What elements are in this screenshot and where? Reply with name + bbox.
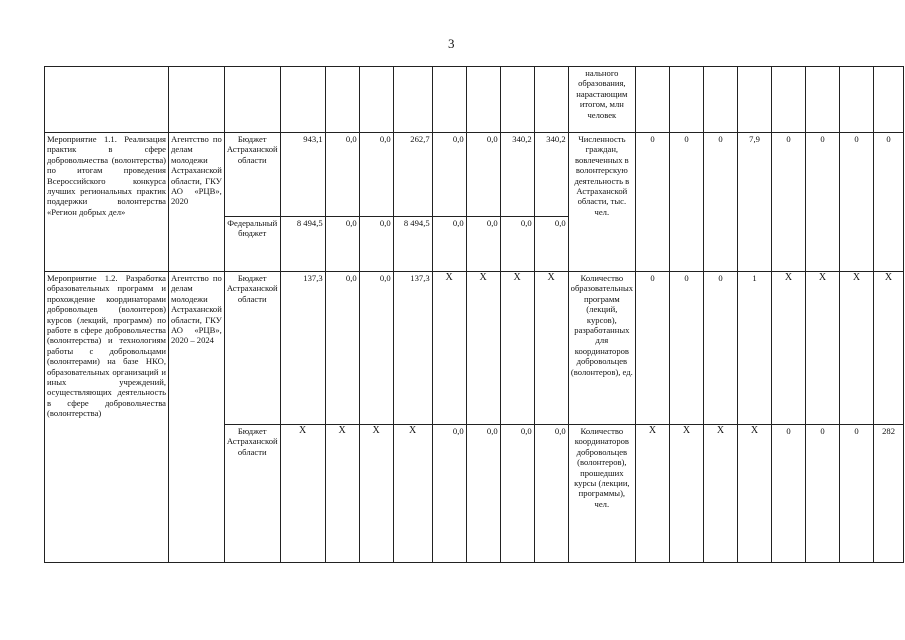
- indicator-value: Х: [874, 272, 904, 425]
- indicator-value: 0: [806, 133, 840, 272]
- value-cell: Х: [393, 425, 432, 563]
- indicator-value: 0: [806, 425, 840, 563]
- value-cell: 0,0: [359, 272, 393, 425]
- value-cell: Х: [500, 272, 534, 425]
- indicator-value: 0: [840, 425, 874, 563]
- indicator-value: 0: [772, 133, 806, 272]
- funding-source: Федеральный бюджет: [224, 217, 280, 272]
- value-cell: Х: [466, 272, 500, 425]
- indicator-value: 0: [704, 272, 738, 425]
- value-cell: 0,0: [534, 425, 568, 563]
- indicator-value: 7,9: [738, 133, 772, 272]
- indicator-value: Х: [670, 425, 704, 563]
- executor-1-2: Агентство по делам молодежи Астраханской области, ГКУ АО «РЦВ», 2020 – 2024: [169, 272, 225, 563]
- value-cell: Х: [325, 425, 359, 563]
- indicator-value: Х: [806, 272, 840, 425]
- activity-1-1: Мероприятие 1.1. Реализация практик в сфере добровольчества (волонтерства) по итогам проведения Всероссийского конкурса лучших региональных практик поддержки волонтерства «Регион добрых дел»: [45, 133, 169, 272]
- value-cell: 0,0: [325, 217, 359, 272]
- value-cell: 0,0: [500, 217, 534, 272]
- value-cell: 0,0: [359, 133, 393, 217]
- table-row: [45, 272, 904, 425]
- value-cell: 0,0: [432, 217, 466, 272]
- funding-source: Бюджет Астраханской области: [224, 272, 280, 425]
- value-cell: 137,3: [280, 272, 325, 425]
- indicator-value: Х: [704, 425, 738, 563]
- indicator-value: Х: [738, 425, 772, 563]
- indicator-value: 0: [636, 133, 670, 272]
- indicator-value: 0: [874, 133, 904, 272]
- activity-1-2: Мероприятие 1.2. Разработка образовательных программ и прохождение координаторами добровольцев (волонтеров) курсов (лекций, программ) по работе в сфере добровольчества (волонтерства) и технологиям работы с добровольцами (волонтерами) на базе НКО, образовательных организаций и иных учреждений, осуществляющих деятельность в сфере добровольчества (волонтерства): [45, 272, 169, 563]
- indicator-value: Х: [772, 272, 806, 425]
- value-cell: 0,0: [359, 217, 393, 272]
- value-cell: 262,7: [393, 133, 432, 217]
- value-cell: 0,0: [500, 425, 534, 563]
- value-cell: 0,0: [466, 425, 500, 563]
- value-cell: 0,0: [325, 272, 359, 425]
- indicator-value: 0: [840, 133, 874, 272]
- value-cell: 0,0: [534, 217, 568, 272]
- indicator-value: 282: [874, 425, 904, 563]
- indicator-value: Х: [636, 425, 670, 563]
- value-cell: Х: [534, 272, 568, 425]
- value-cell: 8 494,5: [280, 217, 325, 272]
- value-cell: Х: [432, 272, 466, 425]
- value-cell: 0,0: [325, 133, 359, 217]
- value-cell: 0,0: [466, 133, 500, 217]
- table-row: [45, 133, 904, 217]
- page-number: 3: [448, 36, 455, 51]
- funding-source: Бюджет Астраханской области: [224, 133, 280, 217]
- value-cell: 340,2: [534, 133, 568, 217]
- value-cell: 0,0: [432, 133, 466, 217]
- indicator-value: 0: [636, 272, 670, 425]
- indicator-value: 1: [738, 272, 772, 425]
- indicator-value: 0: [670, 272, 704, 425]
- indicator-value: Х: [840, 272, 874, 425]
- value-cell: 137,3: [393, 272, 432, 425]
- indicator-1-2-b: Количество координаторов добровольцев (волонтеров), прошедших курсы (лекции, программы), чел.: [568, 425, 635, 563]
- value-cell: 8 494,5: [393, 217, 432, 272]
- value-cell: 0,0: [432, 425, 466, 563]
- continuation-indicator: нального образования, нарастающим итогом, млн человек: [568, 67, 635, 133]
- value-cell: Х: [280, 425, 325, 563]
- value-cell: 943,1: [280, 133, 325, 217]
- indicator-1-1: Численность граждан, вовлеченных в волонтерскую деятельность в Астраханской области, тыс. чел.: [568, 133, 635, 272]
- value-cell: Х: [359, 425, 393, 563]
- indicator-1-2-a: Количество образовательных программ (лекций, курсов), разработанных для координаторов добровольцев (волонтеров), ед.: [568, 272, 635, 425]
- indicator-value: 0: [670, 133, 704, 272]
- funding-source: Бюджет Астраханской области: [224, 425, 280, 563]
- continuation-row: [45, 67, 904, 133]
- value-cell: 0,0: [466, 217, 500, 272]
- executor-1-1: Агентство по делам молодежи Астраханской области, ГКУ АО «РЦВ», 2020: [169, 133, 225, 272]
- indicator-value: 0: [772, 425, 806, 563]
- program-table: [44, 66, 904, 563]
- value-cell: 340,2: [500, 133, 534, 217]
- indicator-value: 0: [704, 133, 738, 272]
